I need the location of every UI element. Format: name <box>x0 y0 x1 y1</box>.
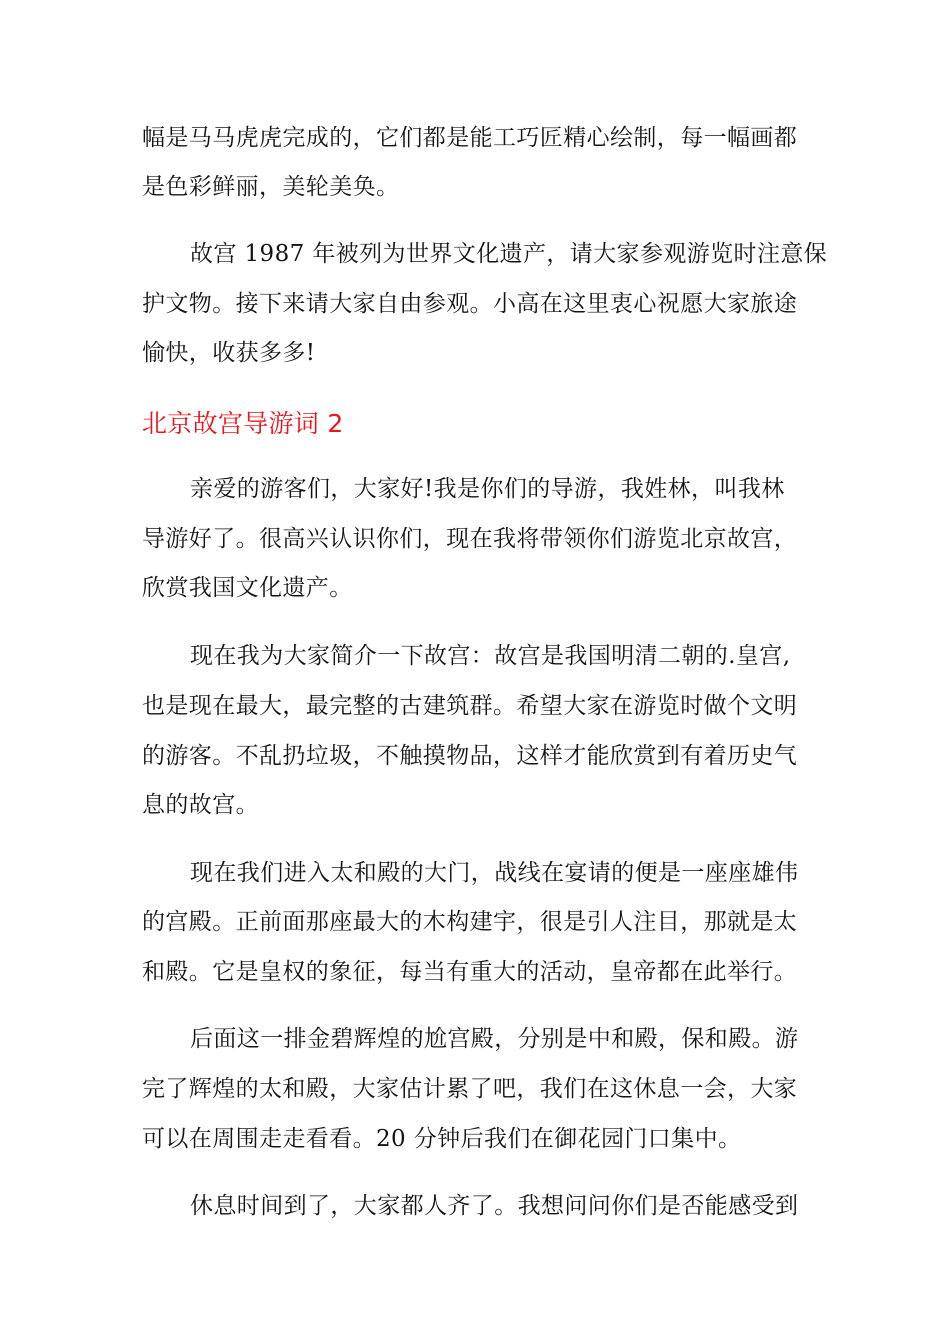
text-line: 的宫殿。正前面那座最大的木构建宇，很是引人注目，那就是太 <box>142 909 798 935</box>
text-line: 护文物。接下来请大家自由参观。小高在这里衷心祝愿大家旅途 <box>142 291 798 317</box>
text-line: 故宫 1987 年被列为世界文化遗产，请大家参观游览时注意保 <box>190 241 828 267</box>
text-line: 幅是马马虎虎完成的，它们都是能工巧匠精心绘制，每一幅画都 <box>142 125 798 151</box>
text-line: 的游客。不乱扔垃圾，不触摸物品，这样才能欣赏到有着历史气 <box>142 743 798 769</box>
section-heading: 北京故宫导游词 2 <box>142 409 344 438</box>
text-line: 可以在周围走走看看。20 分钟后我们在御花园门口集中。 <box>142 1126 742 1152</box>
text-line: 也是现在最大，最完整的古建筑群。希望大家在游览时做个文明 <box>142 693 798 719</box>
text-line: 亲爱的游客们，大家好!我是你们的导游，我姓林，叫我林 <box>190 476 785 502</box>
text-line: 后面这一排金碧辉煌的尬宫殿，分别是中和殿，保和殿。游 <box>190 1026 799 1052</box>
text-line: 和殿。它是皇权的象征，每当有重大的活动，皇帝都在此举行。 <box>142 959 798 985</box>
text-line: 现在我们进入太和殿的大门，战线在宴请的便是一座座雄伟 <box>190 860 799 886</box>
text-line: 休息时间到了，大家都人齐了。我想问问你们是否能感受到 <box>190 1193 799 1219</box>
text-line: 息的故宫。 <box>142 792 259 818</box>
text-line: 导游好了。很高兴认识你们，现在我将带领你们游览北京故宫， <box>142 526 798 552</box>
text-line: 现在我为大家简介一下故宫：故宫是我国明清二朝的.皇宫, <box>190 643 791 669</box>
text-line: 欣赏我国文化遗产。 <box>142 575 353 601</box>
text-line: 是色彩鲜丽，美轮美奂。 <box>142 174 400 200</box>
text-line: 愉快，收获多多! <box>142 340 316 366</box>
text-line: 完了辉煌的太和殿，大家估计累了吧，我们在这休息一会，大家 <box>142 1076 798 1102</box>
